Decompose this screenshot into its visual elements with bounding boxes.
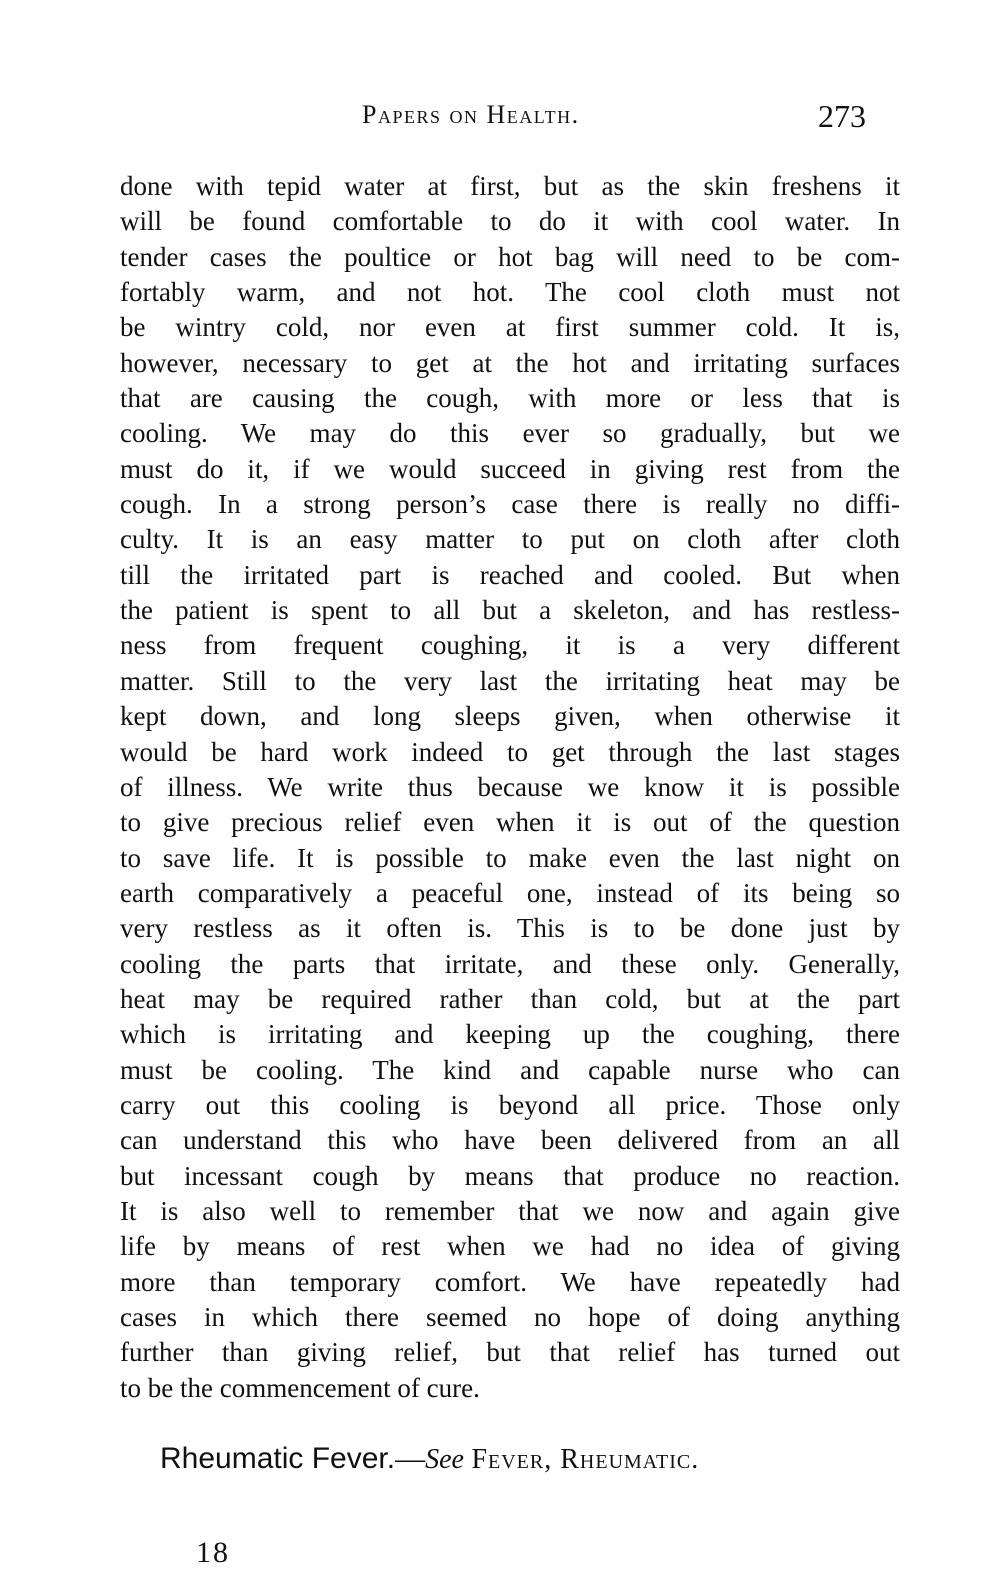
text-line: tender cases the poultice or hot bag will need to be com- [120,241,900,272]
entry-target: Fever, Rheumatic. [471,1444,700,1475]
entry-see: See [425,1444,464,1475]
text-line: carry out this cooling is beyond all price. Those only [120,1089,900,1120]
text-line-final: to be the commencement of cure. [120,1372,480,1403]
text-line: more than temporary comfort. We have repeatedly had [120,1266,900,1297]
text-line: be wintry cold, nor even at first summer cold. It is, [120,312,900,343]
text-line: ness from frequent coughing, it is a very different [120,630,900,661]
text-line: heat may be required rather than cold, but at the part [120,983,900,1014]
text-line: but incessant cough by means that produce no reaction. [120,1160,900,1191]
signature-mark: 18 [196,1536,230,1569]
text-line: that are causing the cough, with more or less that is [120,383,900,414]
text-line: to save life. It is possible to make even the last night on [120,842,900,873]
text-line: till the irritated part is reached and cooled. But when [120,559,900,590]
text-line: kept down, and long sleeps given, when otherwise it [120,701,900,732]
cross-reference-entry [160,1442,920,1476]
text-line: the patient is spent to all but a skeleton, and has restless- [120,595,900,626]
text-line: however, necessary to get at the hot and irritating surfaces [120,347,900,378]
text-line: fortably warm, and not hot. The cool cloth must not [120,277,900,308]
text-line: very restless as it often is. This is to be done just by [120,913,900,944]
text-line: cooling. We may do this ever so gradually, but we [120,418,900,449]
text-line: cooling the parts that irritate, and these only. Generally, [120,948,900,979]
text-line: culty. It is an easy matter to put on cloth after cloth [120,524,900,555]
text-line: matter. Still to the very last the irritating heat may be [120,665,900,696]
entry-dash: — [395,1442,426,1475]
text-line: would be hard work indeed to get through the last stages [120,736,900,767]
entry-heading: Rheumatic Fever. [160,1442,396,1475]
text-line: of illness. We write thus because we know it is possible [120,771,900,802]
body-text [120,169,900,1406]
text-line: cases in which there seemed no hope of doing anything [120,1302,900,1332]
text-line: can understand this who have been delivered from an all [120,1125,900,1156]
text-line: will be found comfortable to do it with cool water. In [120,206,900,237]
text-line: which is irritating and keeping up the coughing, there [120,1019,900,1050]
page-number: 273 [818,98,866,134]
text-line: done with tepid water at first, but as the skin freshens it [120,171,900,201]
running-head [0,98,1000,142]
text-line: life by means of rest when we had no idea of giving [120,1231,900,1262]
text-line: further than giving relief, but that relief has turned out [120,1337,900,1368]
text-line: It is also well to remember that we now and again give [120,1195,900,1226]
text-line: to give precious relief even when it is out of the question [120,807,900,838]
running-title: Papers on Health. [362,100,580,129]
text-line: must be cooling. The kind and capable nurse who can [120,1054,900,1085]
text-line: earth comparatively a peaceful one, instead of its being so [120,877,900,908]
text-line: cough. In a strong person’s case there is really no diffi- [120,489,900,520]
text-line: must do it, if we would succeed in giving rest from the [120,453,900,484]
